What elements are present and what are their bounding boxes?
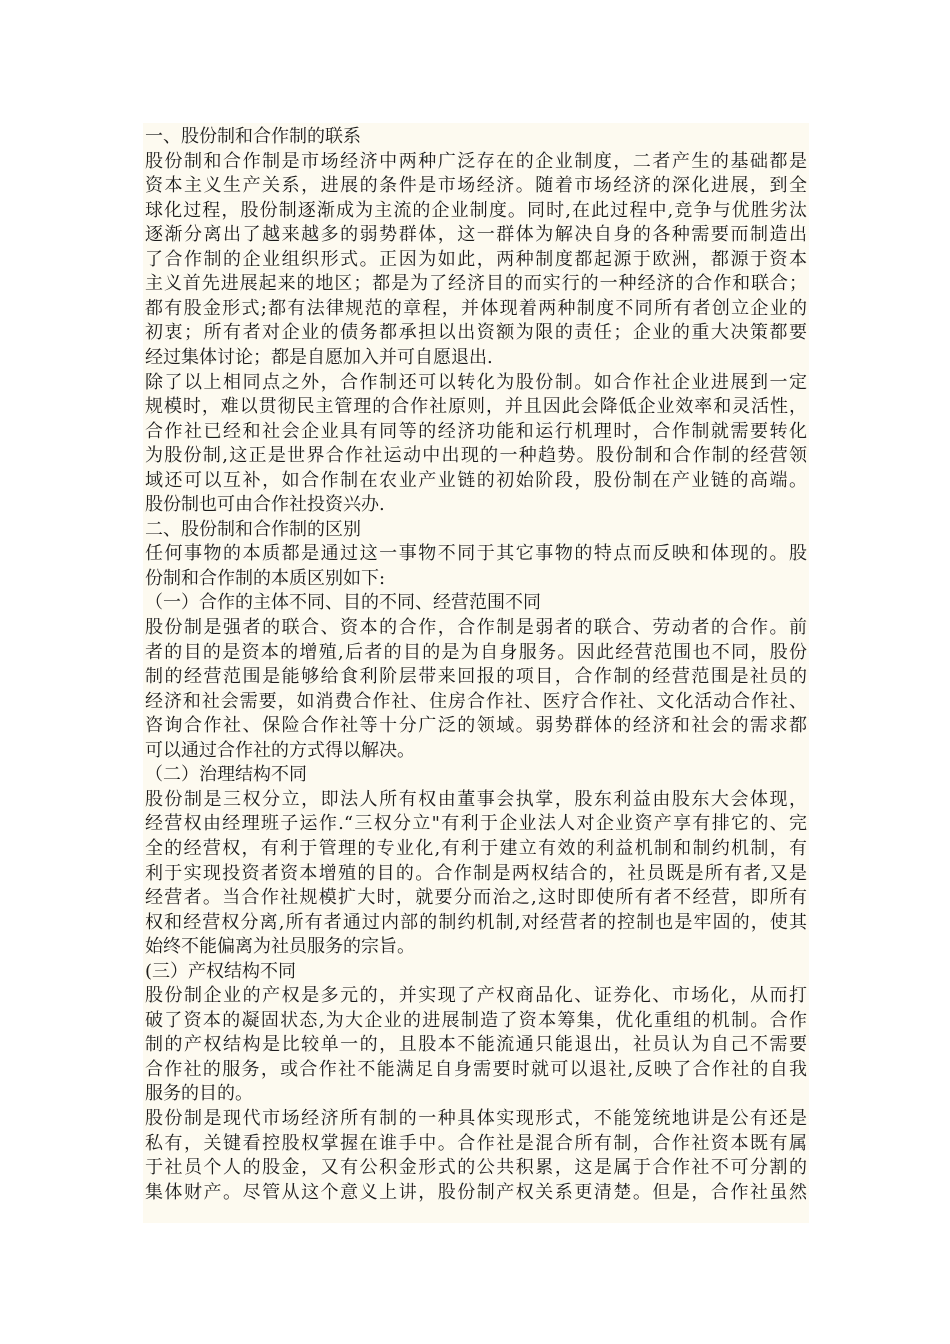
text-line: 域还可以互补，如合作制在农业产业链的初始阶段，股份制在产业链的高端。 (145, 469, 807, 491)
text-line: （一）合作的主体不同、目的不同、经营范围不同 (145, 592, 541, 614)
text-line: 制的产权结构是比较单一的，且股本不能流通只能退出，社员认为自己不需要 (145, 1034, 807, 1056)
text-line: 可以通过合作社的方式得以解决。 (145, 739, 415, 761)
text-line: 股份制是强者的联合、资本的合作，合作制是弱者的联合、劳动者的合作。前 (145, 617, 807, 638)
text-line: (三）产权结构不同 (145, 960, 297, 982)
text-line: 利于实现投资者资本增殖的目的。合作制是两权结合的，社员既是所有者,又是 (145, 862, 807, 884)
text-line: 初衷；所有者对企业的债务都承担以出资额为限的责任；企业的重大决策都要 (145, 322, 807, 344)
document-text-block (143, 123, 809, 1223)
text-line: 破了资本的凝固状态,为大企业的进展制造了资本筹集，优化重组的机制。合作 (145, 1009, 807, 1031)
text-line: 合作社已经和社会企业具有同等的经济功能和运行机理时，合作制就需要转化 (145, 420, 807, 442)
text-line: 集体财产。尽管从这个意义上讲，股份制产权关系更清楚。但是，合作社虽然 (145, 1181, 807, 1203)
text-line: 二、股份制和合作制的区别 (145, 518, 361, 540)
text-line: 全的经营权，有利于管理的专业化,有利于建立有效的利益机制和制约机制，有 (145, 837, 807, 859)
text-line: 逐渐分离出了越来越多的弱势群体，这一群体为解决自身的各种需要而制造出 (145, 224, 807, 246)
text-line: 为股份制,这正是世界合作社运动中出现的一种趋势。股份制和合作制的经营领 (145, 445, 807, 467)
text-line: 球化过程，股份制逐渐成为主流的企业制度。同时,在此过程中,竞争与优胜劣汰 (145, 199, 807, 221)
text-line: 始终不能偏离为社员服务的宗旨。 (145, 936, 415, 958)
text-line: 经营者。当合作社规模扩大时，就要分而治之,这时即使所有者不经营，即所有 (145, 887, 807, 909)
text-line: 了合作制的企业组织形式。正因为如此，两种制度都起源于欧洲，都源于资本 (145, 248, 807, 270)
text-line: 于社员个人的股金，又有公积金形式的公共积累，这是属于合作社不可分割的 (145, 1157, 807, 1179)
text-line: 经营权由经理班子运作.“三权分立"有利于企业法人对企业资产享有排它的、完 (145, 813, 807, 835)
text-line: 服务的目的。 (145, 1083, 253, 1105)
text-line: 股份制企业的产权是多元的，并实现了产权商品化、证券化、市场化，从而打 (145, 985, 807, 1007)
text-line: 一、股份制和合作制的联系 (145, 126, 361, 147)
text-line: 权和经营权分离,所有者通过内部的制约机制,对经营者的控制也是牢固的，使其 (145, 911, 807, 933)
text-line: 股份制是三权分立，即法人所有权由董事会执掌，股东利益由股东大会体现， (145, 788, 807, 810)
text-line: 资本主义生产关系，进展的条件是市场经济。随着市场经济的深化进展，到全 (145, 175, 807, 197)
text-line: 经过集体讨论；都是自愿加入并可自愿退出. (145, 346, 493, 368)
text-line: 除了以上相同点之外，合作制还可以转化为股份制。如合作社企业进展到一定 (145, 371, 807, 393)
text-line: 份制和合作制的本质区别如下: (145, 567, 386, 589)
text-line: 者的目的是资本的增殖,后者的目的是为自身服务。因此经营范围也不同，股份 (145, 641, 807, 663)
text-line: 规模时，难以贯彻民主管理的合作社原则，并且因此会降低企业效率和灵活性， (145, 396, 807, 418)
text-line: 合作社的服务，或合作社不能满足自身需要时就可以退社,反映了合作社的自我 (145, 1058, 807, 1080)
text-line: 制的经营范围是能够给食利阶层带来回报的项目，合作制的经营范围是社员的 (145, 666, 807, 688)
text-line: 私有，关键看控股权掌握在谁手中。合作社是混合所有制，合作社资本既有属 (145, 1132, 807, 1154)
text-line: 股份制是现代市场经济所有制的一种具体实现形式，不能笼统地讲是公有还是 (145, 1108, 807, 1129)
text-line: 股份制和合作制是市场经济中两种广泛存在的企业制度，二者产生的基础都是 (145, 150, 807, 172)
text-line: （二）治理结构不同 (145, 764, 307, 786)
text-line: 都有股金形式;都有法律规范的章程，并体现着两种制度不同所有者创立企业的 (145, 297, 807, 319)
text-line: 经济和社会需要，如消费合作社、住房合作社、医疗合作社、文化活动合作社、 (145, 690, 807, 712)
text-line: 主义首先进展起来的地区；都是为了经济目的而实行的一种经济的合作和联合； (145, 273, 807, 295)
text-line: 股份制也可由合作社投资兴办. (145, 494, 385, 516)
text-line: 咨询合作社、保险合作社等十分广泛的领域。弱势群体的经济和社会的需求都 (145, 715, 807, 737)
text-line: 任何事物的本质都是通过这一事物不同于其它事物的特点而反映和体现的。股 (145, 543, 807, 565)
